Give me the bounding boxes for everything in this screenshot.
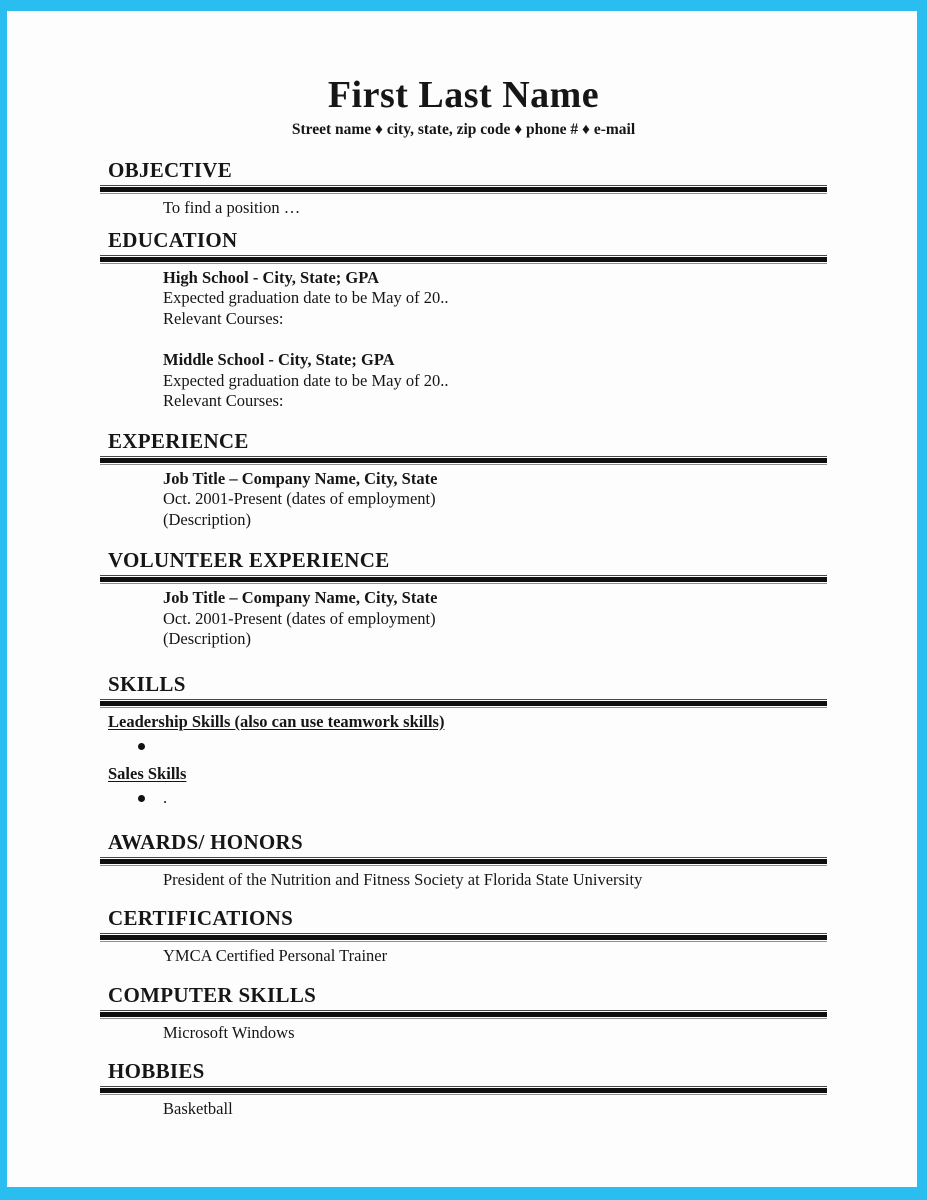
- section-hobbies: [100, 1058, 827, 1120]
- rule-thin-bottom: [100, 263, 827, 264]
- rule-thick: [100, 859, 827, 864]
- rule-thin-top: [100, 1010, 827, 1011]
- entry-title: High School - City, State; GPA: [163, 267, 380, 287]
- section-heading-education: EDUCATION: [108, 227, 238, 252]
- rule-thick: [100, 935, 827, 940]
- section-heading-certifications: CERTIFICATIONS: [108, 906, 294, 930]
- section-rule: [100, 456, 827, 465]
- section-heading-skills: SKILLS: [108, 671, 186, 696]
- rule-thin-bottom: [100, 193, 827, 194]
- rule-thin-bottom: [100, 941, 827, 942]
- rule-thin-top: [100, 933, 827, 934]
- section-heading-awards: AWARDS/ HONORS: [108, 829, 303, 854]
- section-skills: [100, 671, 827, 813]
- entry-line: Expected graduation date to be May of 20..: [163, 370, 449, 390]
- section-certifications: [100, 905, 827, 967]
- rule-thick: [100, 701, 827, 706]
- rule-thin-top: [100, 575, 827, 576]
- entry-line: Relevant Courses:: [163, 391, 284, 410]
- rule-thin-bottom: [100, 865, 827, 866]
- rule-thick: [100, 577, 827, 582]
- entry-line: Expected graduation date to be May of 20..: [163, 288, 449, 307]
- awards-body: [163, 870, 827, 891]
- section-heading-volunteer: VOLUNTEER EXPERIENCE: [108, 548, 390, 572]
- body-line: To find a position …: [163, 198, 301, 217]
- volunteer-body: [163, 588, 827, 650]
- section-education: [100, 227, 827, 412]
- resume-header: [100, 73, 827, 140]
- section-computer-skills: [100, 982, 827, 1044]
- rule-thin-top: [100, 1086, 827, 1087]
- entry-line: Relevant Courses:: [163, 308, 284, 328]
- rule-thick: [100, 1012, 827, 1017]
- entry-line: Oct. 2001-Present (dates of employment): [163, 608, 436, 628]
- section-rule: [100, 699, 827, 708]
- section-rule: [100, 1086, 827, 1095]
- skill-group-title: Sales Skills: [108, 763, 187, 783]
- rule-thin-bottom: [100, 464, 827, 465]
- section-experience: [100, 428, 827, 531]
- body-line: Microsoft Windows: [163, 1022, 295, 1042]
- contact-line: Street name ♦ city, state, zip code ♦ phone # ♦ e-mail: [291, 121, 636, 138]
- skill-bullet-item: [138, 732, 827, 761]
- rule-thin-top: [100, 255, 827, 256]
- skill-bullet-item: [138, 784, 827, 813]
- hobbies-body: [163, 1099, 827, 1120]
- skill-group-title: Leadership Skills (also can use teamwork skills): [108, 711, 445, 731]
- section-heading-experience: EXPERIENCE: [108, 428, 249, 453]
- computer-skills-body: [163, 1023, 827, 1044]
- entry-title: Middle School - City, State; GPA: [163, 350, 395, 369]
- rule-thin-top: [100, 456, 827, 457]
- rule-thin-top: [100, 857, 827, 858]
- body-line: Basketball: [163, 1099, 233, 1118]
- rule-thick: [100, 1088, 827, 1093]
- resume-page: [7, 11, 917, 1187]
- education-body: [163, 268, 827, 412]
- rule-thick: [100, 257, 827, 262]
- objective-body: [163, 198, 827, 219]
- volunteer-entry: [163, 588, 827, 650]
- experience-body: [163, 469, 827, 531]
- bullet-icon: [138, 795, 145, 802]
- rule-thin-bottom: [100, 583, 827, 584]
- entry-line: (Description): [163, 509, 251, 529]
- rule-thin-bottom: [100, 1018, 827, 1019]
- entry-title: Job Title – Company Name, City, State: [163, 588, 438, 607]
- rule-thick: [100, 187, 827, 192]
- certifications-body: [163, 946, 827, 967]
- section-rule: [100, 575, 827, 584]
- section-rule: [100, 1010, 827, 1019]
- section-heading-computer-skills: COMPUTER SKILLS: [108, 982, 317, 1007]
- education-entry: [163, 268, 827, 330]
- page-title: First Last Name: [327, 74, 600, 116]
- rule-thin-bottom: [100, 1094, 827, 1095]
- entry-title: Job Title – Company Name, City, State: [163, 468, 438, 488]
- education-entry: [163, 350, 827, 412]
- section-rule: [100, 857, 827, 866]
- section-awards-honors: [100, 829, 827, 891]
- bullet-icon: [138, 743, 145, 750]
- section-rule: [100, 185, 827, 194]
- rule-thick: [100, 458, 827, 463]
- section-heading-objective: OBJECTIVE: [108, 158, 233, 182]
- entry-line: Oct. 2001-Present (dates of employment): [163, 489, 436, 508]
- experience-entry: [163, 469, 827, 531]
- bullet-text: .: [163, 788, 168, 807]
- section-heading-hobbies: HOBBIES: [108, 1059, 205, 1083]
- rule-thin-top: [100, 185, 827, 186]
- rule-thin-bottom: [100, 707, 827, 708]
- section-volunteer-experience: [100, 547, 827, 650]
- rule-thin-top: [100, 699, 827, 700]
- section-rule: [100, 255, 827, 264]
- entry-line: (Description): [163, 629, 251, 648]
- body-line: President of the Nutrition and Fitness Society at Florida State University: [163, 869, 643, 889]
- body-line: YMCA Certified Personal Trainer: [163, 946, 388, 965]
- section-rule: [100, 933, 827, 942]
- section-objective: [100, 157, 827, 219]
